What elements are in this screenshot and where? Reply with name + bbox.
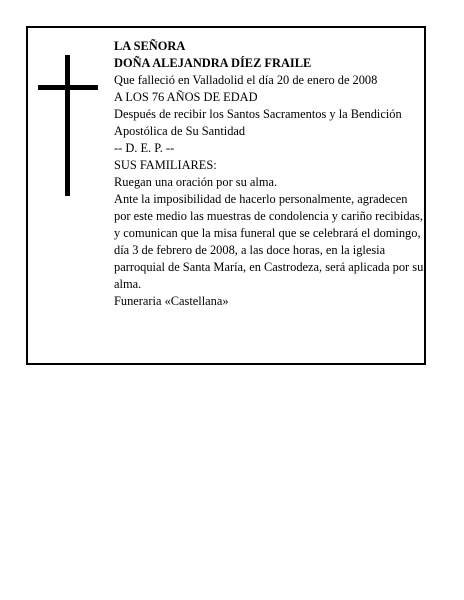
thanks-paragraph: Ante la imposibilidad de hacerlo personalmente, agradecen por este medio las muestras de condolencia y cariño recibidas, y comunican que la misa funeral que se celebrará el domingo, día 3 de febrero de 2008, a las doce horas, en la iglesia parroquial de Santa María, en Castrodeza, será aplicada por su alma. xyxy=(114,192,424,291)
prayer-line: Ruegan una oración por su alma. xyxy=(114,175,278,189)
family-heading: SUS FAMILIARES: xyxy=(114,158,217,172)
age-line: A LOS 76 AÑOS DE EDAD xyxy=(114,90,258,104)
obituary-text-block xyxy=(114,38,424,310)
cross-horizontal-bar xyxy=(38,85,98,90)
cross-vertical-bar xyxy=(65,55,70,196)
deceased-name: DOÑA ALEJANDRA DÍEZ FRAILE xyxy=(114,56,312,70)
notice-title: LA SEÑORA xyxy=(114,39,186,53)
funeral-home: Funeraria «Castellana» xyxy=(114,294,229,308)
death-line: Que falleció en Valladolid el día 20 de enero de 2008 xyxy=(114,73,378,87)
sacraments-line: Después de recibir los Santos Sacramentos y la Bendición Apostólica de Su Santidad xyxy=(114,107,402,138)
rip-line: -- D. E. P. -- xyxy=(114,141,175,155)
